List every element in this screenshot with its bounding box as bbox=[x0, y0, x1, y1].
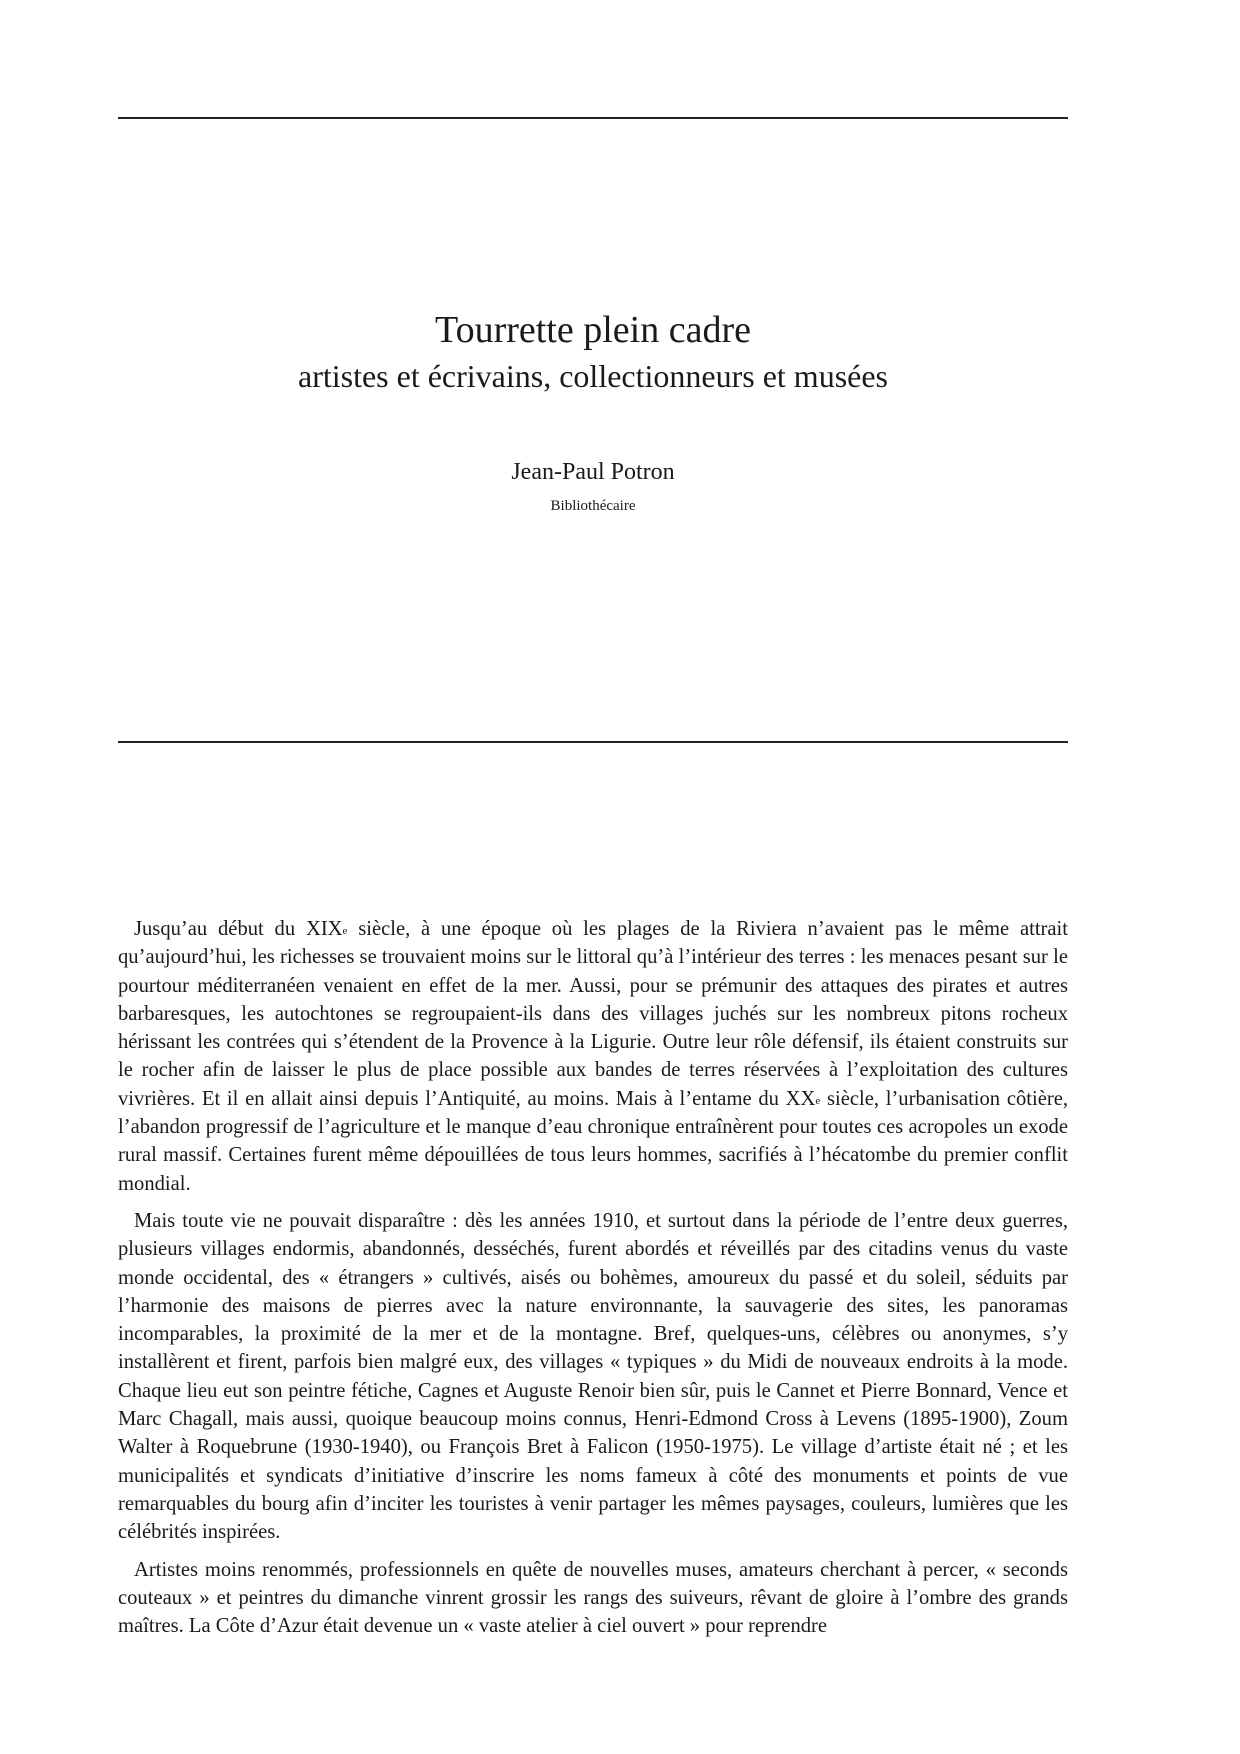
paragraph-3: Artistes moins renommés, professionnels en quête de nouvelles muses, amateurs cherchant à percer, « seconds couteaux » et peintres du dimanche vinrent grossir les rangs des suiveurs, rêvant de gloire à l’ombre des grands maîtres. La Côte d’Azur était devenue un « vaste atelier à ciel ouvert » pour reprendre bbox=[118, 1558, 1068, 1638]
top-rule bbox=[118, 117, 1068, 119]
article-subtitle: artistes et écrivains, collectionneurs et musées bbox=[297, 358, 888, 394]
paragraph-1-part-a: Jusqu’au début du XIX bbox=[134, 918, 343, 940]
paragraph-1 bbox=[118, 915, 1068, 1198]
title-block bbox=[118, 307, 1068, 397]
paragraph-2: Mais toute vie ne pouvait disparaître : dès les années 1910, et surtout dans la période de l’entre deux guerres, plusieurs villages endormis, abandonnés, desséchés, furent abordés et réveillés par des citadins venus du vaste monde occidental, des « étrangers » cultivés, aisés ou bohèmes, amoureux du passé et du soleil, séduits par l’harmonie des maisons de pierres avec la nature environnante, la sauvagerie des sites, les panoramas incomparables, la proximité de la mer et de la montagne. Bref, quelques-uns, célèbres ou anonymes, s’y installèrent et firent, parfois bien malgré eux, des villages « typiques » du Midi de nouveaux endroits à la mode. Chaque lieu eut son peintre fétiche, Cagnes et Auguste Renoir bien sûr, puis le Cannet et Pierre Bonnard, Vence et Marc Chagall, mais aussi, quoique beaucoup moins connus, Henri-Edmond Cross à Levens (1895-1900), Zoum Walter à Roquebrune (1930-1940), ou François Bret à Falicon (1950-1975). Le village d’artiste était né ; et les municipalités et syndicats d’initiative d’inscrire les noms fameux à côté des monuments et points de vue remarquables du bourg afin d’inciter les touristes à venir partager les mêmes paysages, couleurs, lumières que les célébrités inspirées. bbox=[118, 1209, 1068, 1544]
paragraph-1-part-b: siècle, à une époque où les plages de la Riviera n’avaient pas le même attrait qu’aujourd’hui, les richesses se trouvaient moins sur le littoral qu’à l’intérieur des terres : les menaces pesant sur le pourtour méditerranéen venaient en effet de la mer. Aussi, pour se prémunir des attaques des pirates et autres barbaresques, les autochtones se regroupaient-ils dans des villages juchés sur les nombreux pitons rocheux hérissant les contrées qui s’étendent de la Provence à la Ligurie. Outre leur rôle défensif, ils étaient construits sur le rocher afin de laisser le plus de place possible aux bandes de terres réservées à l’exploitation des cultures vivrières. Et il en allait ainsi depuis l’Antiquité, au moins. Mais à l’entame du XX bbox=[118, 918, 1068, 1110]
superscript-e: e bbox=[342, 925, 348, 937]
superscript-e: e bbox=[815, 1094, 821, 1107]
author-name: Jean-Paul Potron bbox=[511, 459, 675, 485]
article-body bbox=[118, 915, 1068, 1649]
paragraph-1-part-c: siècle, l’urbanisation côtière, l’abandon progressif de l’agriculture et le manque d’eau chronique entraînèrent pour toutes ces acropoles un exode rural massif. Certaines furent même dépouillées de tous leurs hommes, sacrifiés à l’hécatombe du premier conflit mondial. bbox=[118, 1087, 1068, 1195]
author-role: Bibliothécaire bbox=[550, 498, 636, 514]
bottom-rule bbox=[118, 741, 1068, 743]
article-title: Tourrette plein cadre bbox=[435, 309, 751, 351]
